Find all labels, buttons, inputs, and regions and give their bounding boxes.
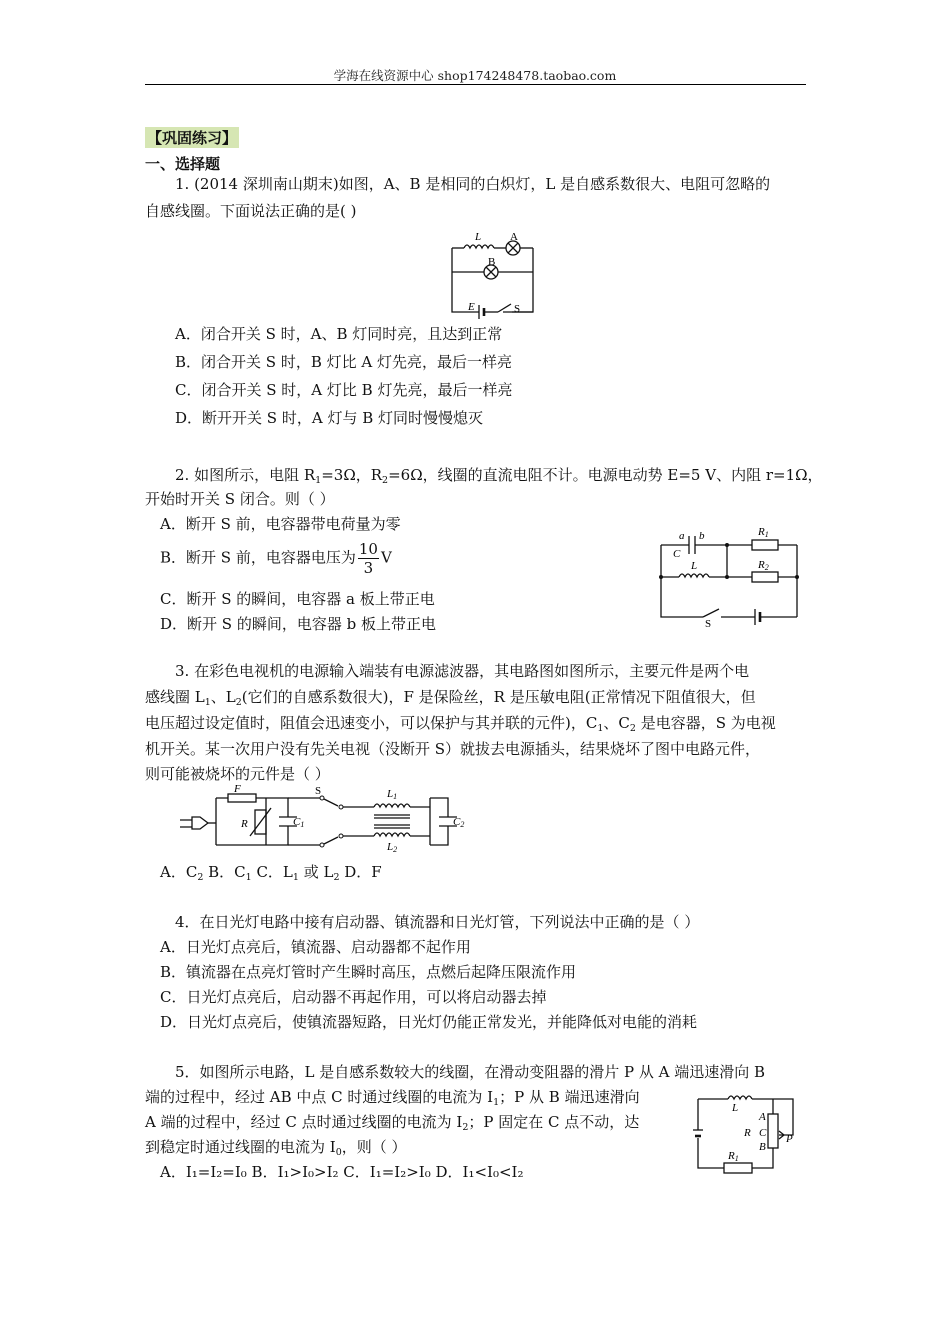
q3-options: A．$C_2$ B．$C_1$ C．$L_1$ 或 $L_2$ D．F [160,863,382,883]
q2-option-b: B．断开 S 前，电容器电压为 $\frac{10}{3}$ V [160,540,392,577]
q2-label-S: S [705,618,712,628]
q4-option-b: B．镇流器在点亮灯管时产生瞬时高压，点燃后起降压限流作用 [160,963,577,981]
q5-line2: 端的过程中，经过 AB 中点 C 时通过线圈的电流为 $I_1$；P 从 B 端迅速滑向 [145,1088,640,1108]
q2-option-d: D．断开 S 的瞬间，电容器 b 板上带正电 [160,615,436,633]
q2-label-R1: R1 [758,526,769,539]
q5-line3: A 端的过程中，经过 C 点时通过线圈的电流为 $I_2$；P 固定在 C 点不动，达 [145,1113,640,1133]
q5-label-P: P [786,1133,793,1145]
q3-label-L1: L1 [387,788,398,801]
q5-label-R1: R1 [728,1150,739,1163]
q5-line1: 5．如图所示电路，L 是自感系数较大的线圈，在滑动变阻器的滑片 P 从 A 端迅速滑向 B [175,1063,766,1081]
q5-label-R: R [744,1127,751,1139]
q4-option-c: C．日光灯点亮后，启动器不再起作用，可以将启动器去掉 [160,988,547,1006]
q2-label-L: L [691,560,698,572]
q1-line2: 自感线圈。下面说法正确的是( ) [145,202,357,220]
q2-label-b: b [699,530,705,542]
q5-options: A．I₁=I₂=I₀ B．I₁>I₀>I₂ C．I₁=I₂>I₀ D．I₁<I₀<I₂ [160,1163,524,1181]
q3-line5: 则可能被烧坏的元件是（ ） [145,765,330,783]
q1-label-L: L [475,231,482,243]
q1-label-E: E [468,301,475,313]
section-tag: 【巩固练习】 [147,129,238,147]
q5-label-B: B [759,1141,766,1153]
q1-circuit-figure [444,227,544,319]
q3-label-L2: L2 [387,841,398,854]
q3-line2: 感线圈 $L_1$、$L_2$(它们的自感系数很大)，F 是保险丝，R 是压敏电阻(正常情况下阻值很大，但 [145,688,756,708]
q3-circuit-figure [178,783,468,857]
q1-option-b: B．闭合开关 S 时，B 灯比 A 灯先亮，最后一样亮 [175,353,512,371]
q4-option-a: A．日光灯点亮后，镇流器、启动器都不起作用 [160,938,471,956]
q2-option-a: A．断开 S 前，电容器带电荷量为零 [160,515,401,533]
q1-label-B: B [488,256,496,268]
q5-circuit-figure [688,1080,806,1174]
header-rule [145,84,806,85]
fraction: $\frac{10}{3}$ [358,540,378,577]
q3-label-C1: C1 [293,816,305,829]
q1-option-c: C．闭合开关 S 时，A 灯比 B 灯先亮，最后一样亮 [175,381,513,399]
q1-label-A: A [510,231,518,243]
q2-label-R2: R2 [758,559,769,572]
section-title: 一、选择题 [145,155,221,173]
page-header: 学海在线资源中心 shop174248478.taobao.com [333,68,617,83]
q4-line1: 4．在日光灯电路中接有启动器、镇流器和日光灯管，下列说法中正确的是（ ） [175,913,700,931]
q3-line3: 电压超过设定值时，阻值会迅速变小，可以保护与其并联的元件)，$C_1$、$C_2$ 是电容器，S 为电视 [145,714,776,734]
q3-label-R: R [241,818,248,830]
q3-line1: 3. 在彩色电视机的电源输入端装有电源滤波器，其电路图如图所示，主要元件是两个电 [175,662,750,680]
q2-line2: 开始时开关 S 闭合。则（ ） [145,490,335,508]
q5-label-C: C [759,1127,767,1139]
q3-label-C2: C2 [453,816,465,829]
q5-label-L: L [732,1102,739,1114]
q2-label-a: a [679,530,685,542]
q2-label-C: C [673,548,681,560]
q2-line1: 2. 如图所示，电阻 $R_1=3\Omega$，$R_2=6\Omega$，线圈的直流电阻不计。电源电动势 E=5 V、内阻 r=1Ω， [175,466,823,486]
q1-label-S: S [514,303,521,315]
q3-line4: 机开关。某一次用户没有先关电视（没断开 S）就拔去电源插头，结果烧坏了图中电路元件， [145,740,761,758]
q1-option-a: A．闭合开关 S 时，A、B 灯同时亮，且达到正常 [175,325,503,343]
q3-label-S: S [315,785,322,797]
q5-label-A: A [759,1111,766,1123]
q2-circuit-figure [655,523,805,628]
q1-line1: 1. (2014 深圳南山期末)如图，A、B 是相同的白炽灯，L 是自感系数很大、电阻可忽略的 [175,175,771,193]
q2-option-c: C．断开 S 的瞬间，电容器 a 板上带正电 [160,590,435,608]
q1-option-d: D．断开开关 S 时，A 灯与 B 灯同时慢慢熄灭 [175,409,483,427]
q4-option-d: D．日光灯点亮后，使镇流器短路，日光灯仍能正常发光，并能降低对电能的消耗 [160,1013,698,1031]
q3-label-F: F [234,783,241,795]
q5-line4: 到稳定时通过线圈的电流为 $I_0$，则（ ） [145,1138,407,1158]
